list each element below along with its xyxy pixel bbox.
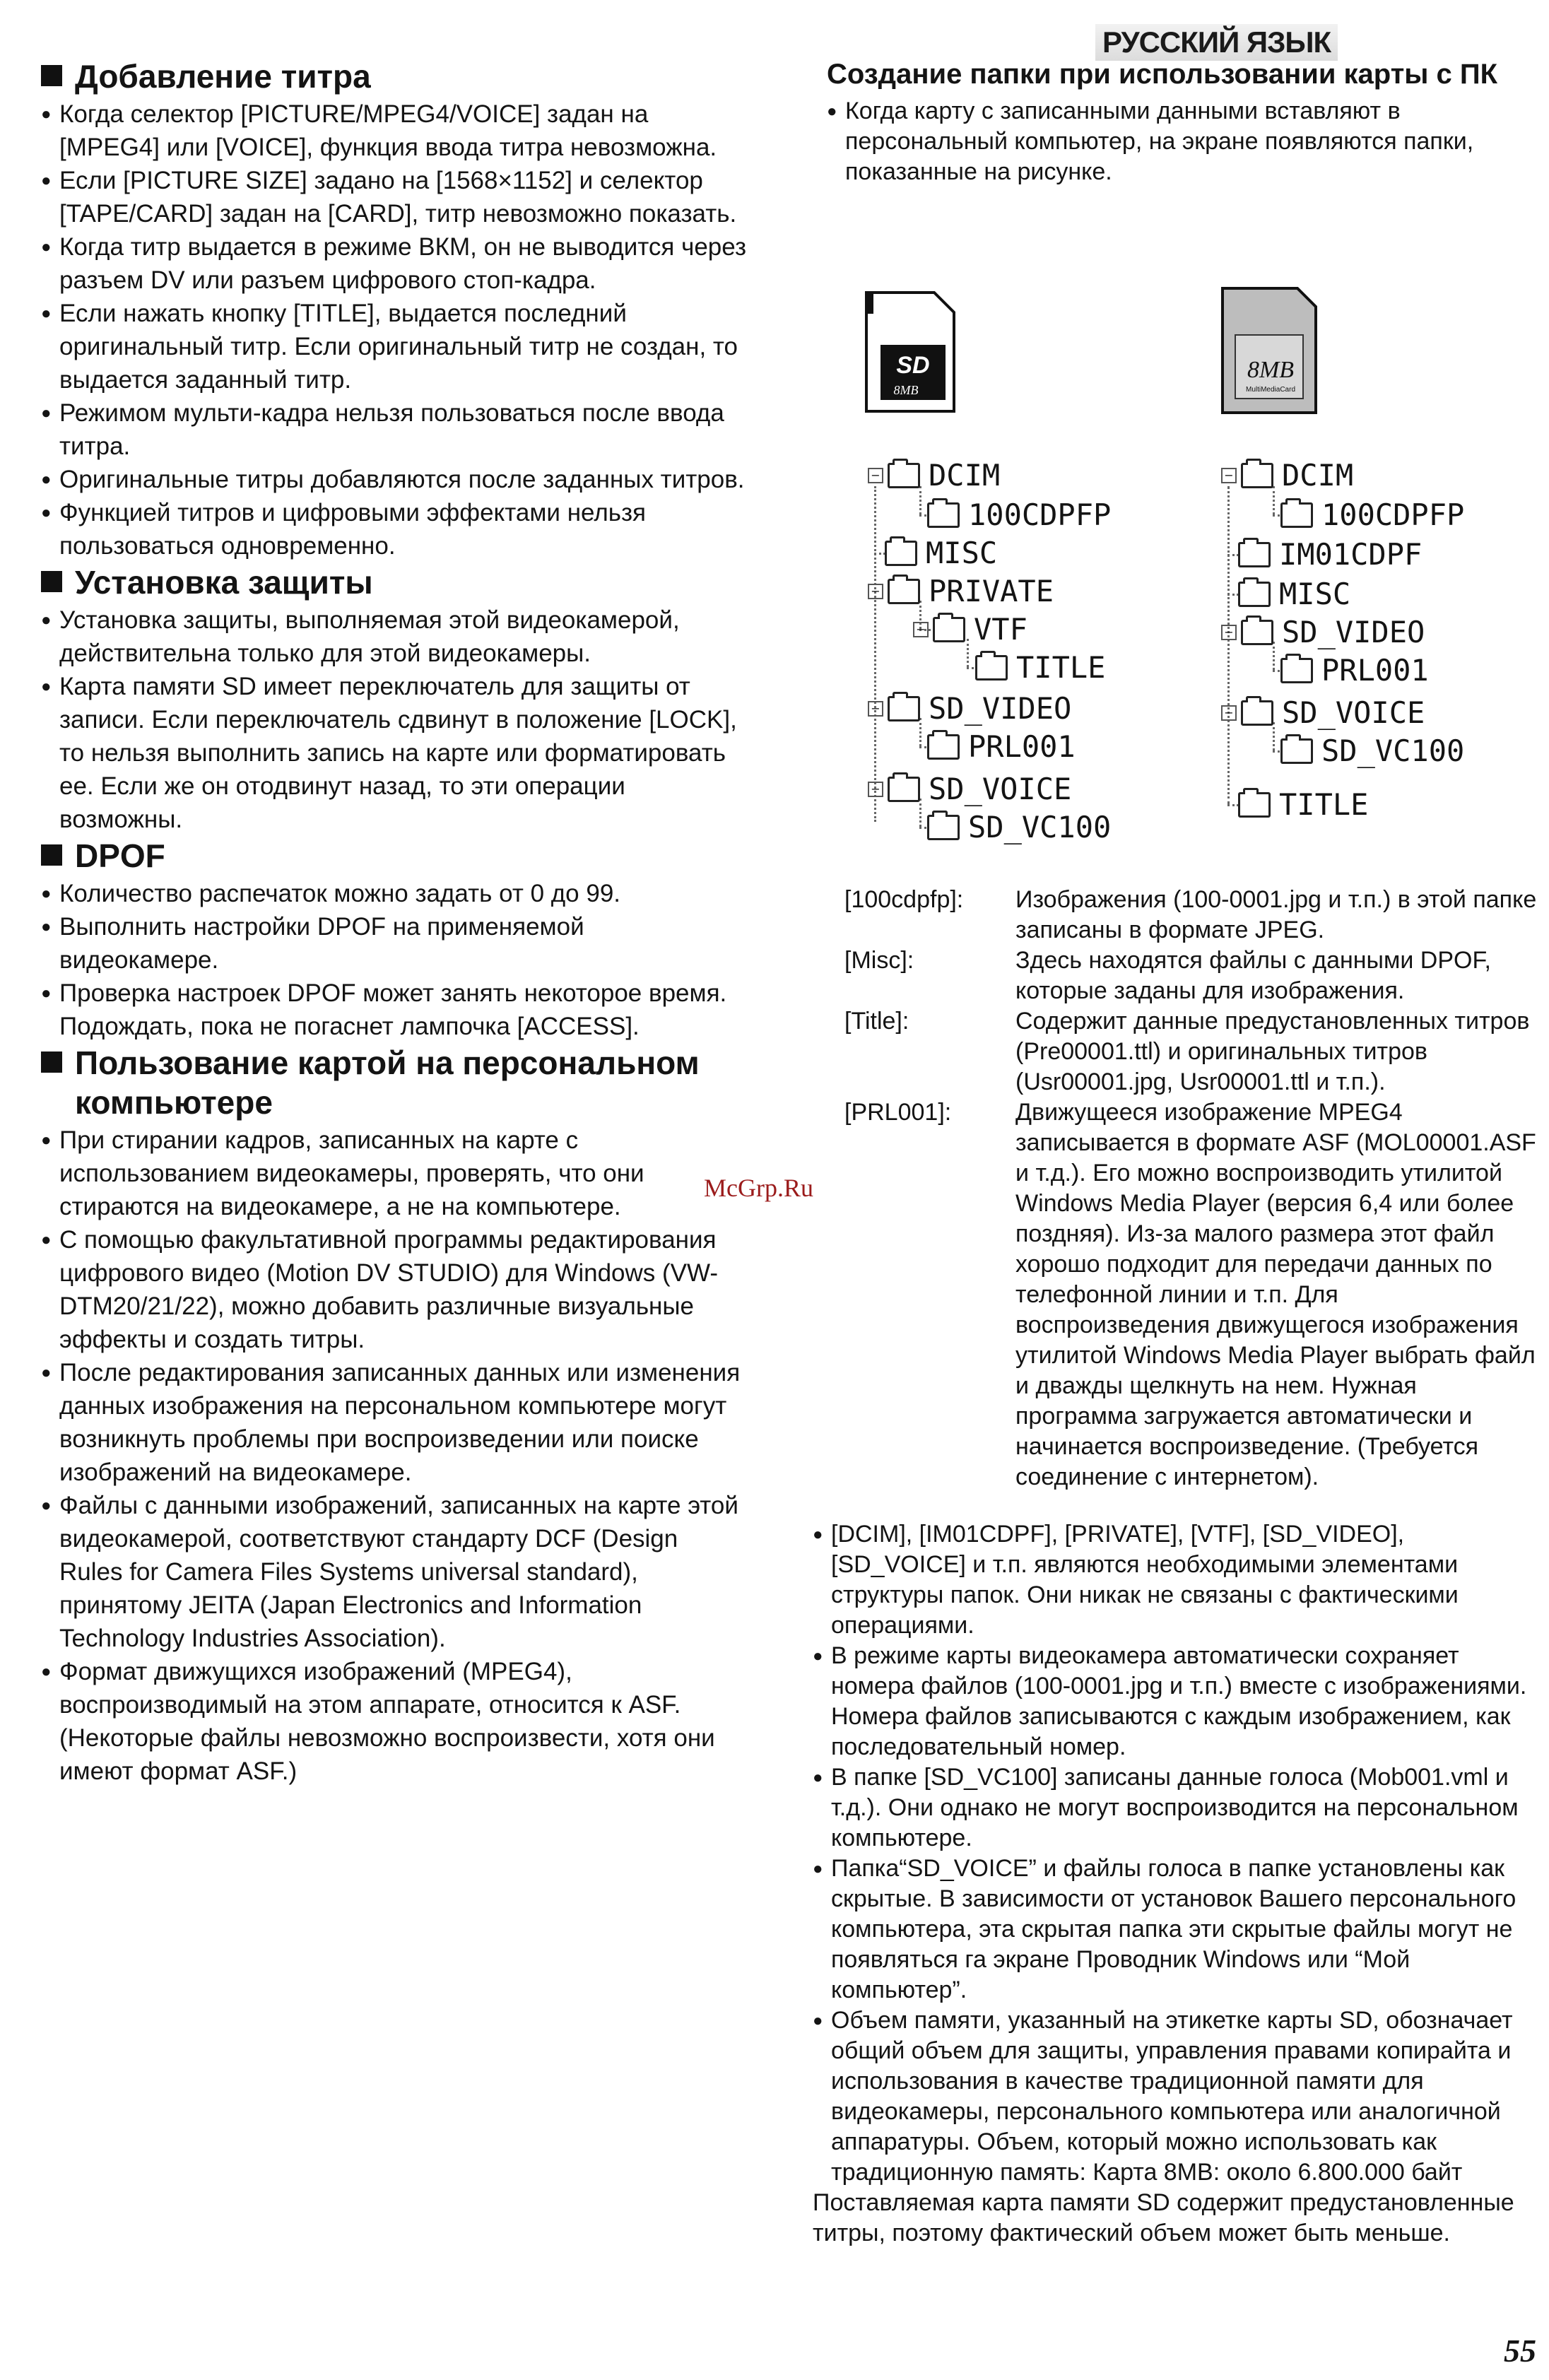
tree-node-100cdpfp: 100CDPFP bbox=[927, 497, 1111, 533]
mmc-label: MultiMediaCard bbox=[1245, 386, 1296, 394]
tree-node-prl001: PRL001 bbox=[1280, 653, 1429, 688]
section-heading-pc-use: Пользование картой на персональном компьютере bbox=[41, 1043, 748, 1122]
left-column bbox=[41, 57, 748, 1788]
list-item: ● Файлы с данными изображений, записанных на карте этой видеокамерой, соответствуют стандарту DCF (Design Rules for Camera Files Systems universal standard), принятому JEITA (Japan Electronics and Information Technology Industries Association). bbox=[41, 1489, 748, 1655]
folder-icon bbox=[888, 696, 920, 721]
square-bullet-icon bbox=[41, 1051, 62, 1073]
intro-text: ● Когда карту с записанными данными вставляют в персональный компьютер, на экране появляются папки, показанные на рисунке. bbox=[827, 96, 1541, 187]
tree-node-title: TITLE bbox=[1238, 787, 1368, 823]
folder-icon bbox=[1241, 620, 1273, 645]
list-item: ● Папка“SD_VOICE” и файлы голоса в папке установлены как скрытые. В зависимости от установок Вашего персонального компьютера, эта скрытая папка эти скрытые файлы могут не появляться га экране Проводник Windows или “Мой компьютер”. bbox=[813, 1854, 1541, 2005]
folder-icon bbox=[1241, 700, 1273, 726]
folder-icon bbox=[888, 579, 920, 604]
tree-node-misc: MISC bbox=[1238, 577, 1350, 612]
square-bullet-icon bbox=[41, 65, 62, 86]
folder-icon bbox=[927, 502, 960, 528]
definition-row: [PRL001]: Движущееся изображение MPEG4 записывается в формате ASF (MOL00001.ASF и т.д.). Его можно воспроизводить утилитой Windows Media Player (версия 6,4 или более поздняя). Из-за малого размера этот файл хорошо подходит для передачи данных по телефонной линии и т.п. Для воспроизведения движущегося изображения утилитой Windows Media Player выбрать файл и дважды щелкнуть на нем. Нужная программа загружается автоматически и начинается воспроизведение. (Требуется соединение с интернетом). bbox=[844, 1099, 1536, 1490]
list-item: ● Когда селектор [PICTURE/MPEG4/VOICE] задан на [MPEG4] или [VOICE], функция ввода титра невозможна. bbox=[41, 98, 748, 164]
folder-icon bbox=[1280, 738, 1313, 764]
list-item: ● После редактирования записанных данных или изменения данных изображения на персональном компьютере могут возникнуть проблемы при воспроизведении или поиске изображений на видеокамере. bbox=[41, 1356, 748, 1489]
folder-icon bbox=[1241, 463, 1273, 488]
square-bullet-icon bbox=[41, 571, 62, 592]
collapse-icon: − bbox=[1221, 468, 1237, 483]
mmc-card-icon bbox=[1220, 285, 1319, 416]
tree-node-private: − PRIVATE bbox=[868, 574, 1054, 609]
list-item: ● Если нажать кнопку [TITLE], выдается последний оригинальный титр. Если оригинальный титр не создан, то выдается заданный титр. bbox=[41, 297, 748, 396]
watermark: McGrp.Ru bbox=[704, 1174, 813, 1202]
add-title-list bbox=[41, 98, 748, 562]
list-item: ● В режиме карты видеокамера автоматически сохраняет номера файлов (100-0001.jpg и т.п.) вместе с изображениями. Номера файлов записываются с каждым изображением, как последовательный номер. bbox=[813, 1641, 1541, 1762]
right-column bbox=[827, 57, 1541, 187]
collapse-icon: − bbox=[913, 622, 929, 637]
tree-node-sd-vc100: SD_VC100 bbox=[927, 810, 1111, 845]
definition-row: [Title]: Содержит данные предустановленных титров (Pre00001.ttl) и оригинальных титров (Usr00001.jpg, Usr00001.ttl и т.п.). bbox=[844, 1008, 1530, 1095]
section-heading-folders: Создание папки при использовании карты с ПК bbox=[827, 59, 1498, 90]
folder-icon bbox=[1280, 502, 1313, 528]
tree-node-dcim: − DCIM bbox=[868, 458, 1000, 493]
page-number: 55 bbox=[1504, 2333, 1536, 2369]
collapse-icon: − bbox=[1221, 625, 1237, 640]
list-item: ● С помощью факультативной программы редактирования цифрового видео (Motion DV STUDIO) для Windows (VW-DTM20/21/22), можно добавить различные визуальные эффекты и создать титры. bbox=[41, 1223, 748, 1356]
folder-icon bbox=[927, 815, 960, 840]
list-item: ● Объем памяти, указанный на этикетке карты SD, обозначает общий объем для защиты, управления правами копирайта и использования в качестве традиционной памяти для видеокамеры, персонального компьютера или аналогичной аппаратуры. Объем, который можно использовать как традиционную память: Карта 8MB: около 6.800.000 байт bbox=[813, 2005, 1541, 2188]
language-tag: РУССКИЙ ЯЗЫК bbox=[1095, 24, 1338, 61]
right-notes-list bbox=[813, 1519, 1541, 2249]
sd-size: 8MB bbox=[893, 383, 919, 397]
list-item: ● [DCIM], [IM01CDPF], [PRIVATE], [VTF], [SD_VIDEO], [SD_VOICE] и т.п. являются необходимыми элементами структуры папок. Они никак не связаны с фактическими операциями. bbox=[813, 1519, 1541, 1641]
folder-icon bbox=[1238, 792, 1271, 818]
tree-node-100cdpfp: 100CDPFP bbox=[1280, 497, 1464, 533]
section-heading-protection: Установка защиты bbox=[41, 562, 748, 602]
collapse-icon: − bbox=[868, 468, 883, 483]
list-item: ● Оригинальные титры добавляются после заданных титров. bbox=[41, 463, 748, 496]
folder-definitions bbox=[844, 885, 1537, 1492]
folder-icon bbox=[1238, 542, 1271, 567]
tree-node-prl001: PRL001 bbox=[927, 729, 1076, 765]
folder-icon bbox=[1280, 658, 1313, 683]
list-item: ● Формат движущихся изображений (MPEG4), воспроизводимый на этом аппарате, относится к ASF. (Некоторые файлы невозможно воспроизвести, хотя они имеют формат ASF.) bbox=[41, 1655, 748, 1788]
collapse-icon: − bbox=[1221, 705, 1237, 721]
closing-note: Поставляемая карта памяти SD содержит предустановленные титры, поэтому фактический объем может быть меньше. bbox=[813, 2189, 1514, 2246]
tree-node-im01cdpf: IM01CDPF bbox=[1238, 537, 1422, 572]
list-item: ● Режимом мульти-кадра нельзя пользоваться после ввода титра. bbox=[41, 396, 748, 463]
tree-node-dcim: − DCIM bbox=[1221, 458, 1353, 493]
list-item: ● Выполнить настройки DPOF на применяемой видеокамере. bbox=[41, 910, 748, 977]
folder-icon bbox=[885, 541, 917, 566]
list-item: ● Если [PICTURE SIZE] задано на [1568×1152] и селектор [TAPE/CARD] задан на [CARD], титр невозможно показать. bbox=[41, 164, 748, 230]
list-item: ● Установка защиты, выполняемая этой видеокамерой, действительна только для этой видеокамеры. bbox=[41, 603, 748, 670]
list-item: ● В папке [SD_VC100] записаны данные голоса (Mob001.vml и т.д.). Они однако не могут воспроизводится на персональном компьютере. bbox=[813, 1762, 1541, 1854]
folder-icon bbox=[927, 734, 960, 760]
pc-use-list bbox=[41, 1124, 748, 1788]
collapse-icon: − bbox=[868, 584, 883, 599]
folder-icon bbox=[1238, 582, 1271, 607]
list-item: ● При стирании кадров, записанных на карте с использованием видеокамеры, проверять, что они стираются на видеокамере, а не на компьютере. bbox=[41, 1124, 748, 1223]
sd-logo: SD bbox=[896, 352, 930, 379]
collapse-icon: − bbox=[868, 701, 883, 717]
tree-node-vtf: − VTF bbox=[913, 612, 1027, 647]
section-heading-dpof: DPOF bbox=[41, 836, 748, 876]
sd-card-icon bbox=[864, 290, 957, 414]
list-item: ● Количество распечаток можно задать от 0 до 99. bbox=[41, 877, 748, 910]
section-heading-add-title: Добавление титра bbox=[41, 57, 748, 96]
list-item: ● Карта памяти SD имеет переключатель для защиты от записи. Если переключатель сдвинут в положение [LOCK], то нельзя выполнить запись на карте или форматировать ее. Если же он отодвинут назад, то эти операции возможны. bbox=[41, 670, 748, 836]
mmc-folder-tree bbox=[1221, 458, 1539, 825]
folder-icon bbox=[933, 617, 965, 642]
mmc-size: 8MB bbox=[1247, 357, 1295, 383]
tree-node-title: TITLE bbox=[975, 650, 1105, 685]
square-bullet-icon bbox=[41, 844, 62, 866]
tree-node-sd-vc100: SD_VC100 bbox=[1280, 734, 1464, 769]
tree-node-sd-voice: − SD_VOICE bbox=[1221, 695, 1425, 731]
tree-node-sd-video: − SD_VIDEO bbox=[1221, 615, 1425, 650]
folder-icon bbox=[888, 777, 920, 802]
list-item: ● Функцией титров и цифровыми эффектами нельзя пользоваться одновременно. bbox=[41, 496, 748, 562]
protection-list bbox=[41, 603, 748, 836]
folder-icon bbox=[888, 463, 920, 488]
definition-row: [Misc]: Здесь находятся файлы с данными DPOF, которые заданы для изображения. bbox=[844, 947, 1491, 1004]
collapse-icon: − bbox=[868, 782, 883, 797]
tree-node-sd-voice: − SD_VOICE bbox=[868, 772, 1071, 807]
definition-row: [100cdpfp]: Изображения (100-0001.jpg и т.п.) в этой папке записаны в формате JPEG. bbox=[844, 886, 1537, 943]
dpof-list bbox=[41, 877, 748, 1043]
sd-folder-tree bbox=[868, 458, 1193, 868]
tree-node-misc: MISC bbox=[885, 536, 997, 571]
tree-node-sd-video: − SD_VIDEO bbox=[868, 691, 1071, 726]
list-item: ● Проверка настроек DPOF может занять некоторое время. Подождать, пока не погаснет лампочка [ACCESS]. bbox=[41, 977, 748, 1043]
folder-icon bbox=[975, 655, 1008, 681]
list-item: ● Когда титр выдается в режиме ВКМ, он не выводится через разъем DV или разъем цифрового стоп-кадра. bbox=[41, 230, 748, 297]
